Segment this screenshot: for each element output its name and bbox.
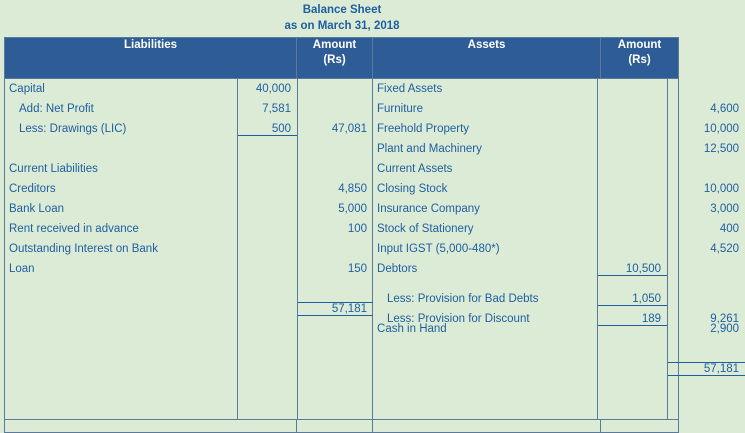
row-label: Less: Provision for Discount <box>387 313 530 325</box>
table-row <box>373 139 745 159</box>
row-amount-1: 500 <box>237 123 297 136</box>
row-label: Freehold Property <box>377 123 470 135</box>
table-row <box>5 179 373 199</box>
table-row <box>373 319 745 339</box>
row-label: Less: Drawings (LIC) <box>19 123 127 135</box>
row-label: Insurance Company <box>377 203 480 215</box>
header-amount2-unit: (Rs) <box>628 54 651 66</box>
row-label: Bank Loan <box>9 203 64 215</box>
balance-sheet-table <box>4 37 740 433</box>
table-row <box>373 179 745 199</box>
row-amount-2: 12,500 <box>703 143 740 155</box>
header-assets-amount <box>601 38 679 79</box>
table-row <box>5 139 373 159</box>
table-row <box>373 259 745 279</box>
row-amount-2: 10,000 <box>703 123 740 135</box>
table-row <box>373 99 745 119</box>
table-row <box>5 79 373 99</box>
title-line-1: Balance Sheet <box>302 4 382 16</box>
liabilities-total-row <box>5 299 373 319</box>
footer-cell-assets <box>373 420 601 433</box>
row-amount-2: 150 <box>347 263 367 275</box>
row-label: Current Liabilities <box>9 163 98 175</box>
header-liabilities-amount <box>297 38 373 79</box>
row-label: Fixed Assets <box>377 83 443 95</box>
table-row <box>5 239 373 259</box>
row-amount-2: 9,261 <box>710 313 740 325</box>
column-divider <box>237 79 238 419</box>
row-label: Plant and Machinery <box>377 143 482 155</box>
table-row <box>373 219 745 239</box>
row-label: Creditors <box>9 183 56 195</box>
column-divider <box>297 79 298 419</box>
row-amount-2: 47,081 <box>331 123 367 135</box>
row-label: Rent received in advance <box>9 223 139 235</box>
row-label: Loan <box>9 263 35 275</box>
document-title <box>0 0 684 34</box>
liabilities-total: 57,181 <box>297 302 373 316</box>
header-assets: Assets <box>373 38 601 79</box>
assets-total: 57,181 <box>667 362 745 376</box>
row-amount-1: 40,000 <box>255 83 291 95</box>
title-line-2: as on March 31, 2018 <box>284 20 400 32</box>
row-label: Current Assets <box>377 163 453 175</box>
assets-total-row <box>373 359 745 379</box>
row-label: Debtors <box>377 263 418 275</box>
header-amount-unit: (Rs) <box>323 54 346 66</box>
table-header-row <box>5 38 679 79</box>
table-body-row <box>5 79 679 420</box>
row-label: Closing Stock <box>377 183 448 195</box>
row-label: Less: Provision for Bad Debts <box>387 293 539 305</box>
row-label: Outstanding Interest on Bank <box>9 243 158 255</box>
table-row <box>373 79 745 99</box>
assets-side <box>373 79 740 420</box>
row-amount-2: 400 <box>719 223 740 235</box>
table-row <box>373 119 745 139</box>
row-amount-2: 10,000 <box>703 183 740 195</box>
row-label: Add: Net Profit <box>19 103 94 115</box>
table-row <box>373 239 745 259</box>
table-row <box>5 259 373 279</box>
row-label: Cash in Hand <box>377 323 447 335</box>
table-row <box>5 99 373 119</box>
row-amount-1: 1,050 <box>597 293 667 306</box>
liabilities-side <box>5 79 373 420</box>
header-liabilities: Liabilities <box>5 38 297 79</box>
row-amount-2: 100 <box>347 223 367 235</box>
liabilities-rows <box>5 79 372 319</box>
row-label: Capital <box>9 83 45 95</box>
row-amount-2: 4,850 <box>338 183 367 195</box>
row-amount-1: 10,500 <box>597 263 667 276</box>
table-row <box>373 159 745 179</box>
row-amount-2: 3,000 <box>710 203 740 215</box>
table-footer-row <box>5 420 679 433</box>
header-amount2-label: Amount <box>617 39 662 51</box>
table-row <box>5 199 373 219</box>
table-row <box>5 159 373 179</box>
column-divider <box>597 79 598 419</box>
table-row <box>5 219 373 239</box>
row-amount-1: 189 <box>597 313 667 326</box>
column-divider <box>667 79 668 419</box>
footer-cell-liabilities-amount <box>297 420 373 433</box>
row-amount-2: 4,520 <box>710 243 740 255</box>
row-label: Stock of Stationery <box>377 223 474 235</box>
row-amount-2: 4,600 <box>710 103 740 115</box>
footer-cell-assets-amount <box>601 420 679 433</box>
row-amount-1: 7,581 <box>262 103 291 115</box>
row-label: Furniture <box>377 103 424 115</box>
assets-rows <box>373 79 740 379</box>
footer-cell-liabilities <box>5 420 297 433</box>
row-amount-2: 5,000 <box>338 203 367 215</box>
row-amount-2: 2,900 <box>710 323 740 335</box>
header-amount-label: Amount <box>312 39 357 51</box>
table-row <box>373 199 745 219</box>
row-label: Input IGST (5,000-480*) <box>377 243 500 255</box>
table-row <box>5 119 373 139</box>
